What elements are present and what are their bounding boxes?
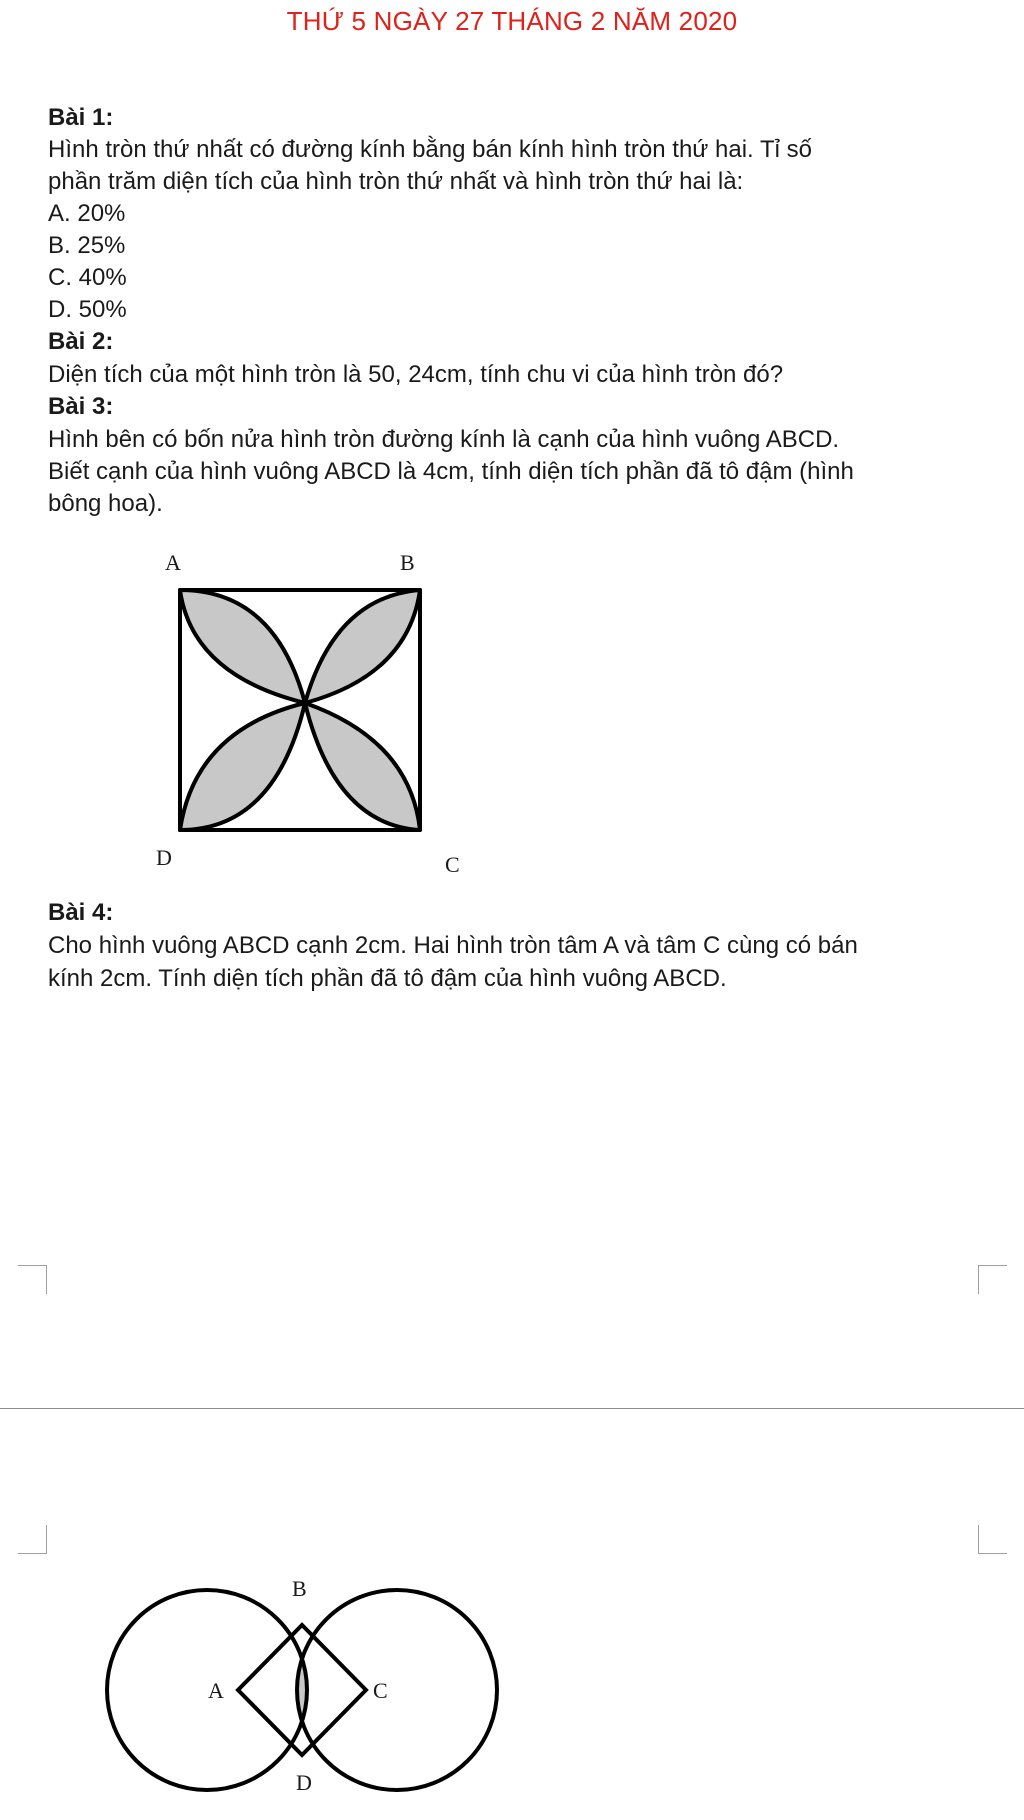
exercise-1-option-c: C. 40% [48,264,127,291]
exercise-2-text: Diện tích của một hình tròn là 50, 24cm, tính chu vi của hình tròn đó? [48,361,784,388]
exercise-3-text-line-3: bông hoa). [48,490,163,517]
exercise-3-heading: Bài 3: [48,393,114,420]
exercise-3-figure [0,545,1024,885]
label-a: A [208,1678,224,1703]
label-a: A [165,550,181,575]
page-corner-mark-top-right [978,1265,1007,1294]
page-corner-mark-bottom-left [18,1525,47,1554]
exercise-1-text-line-2: phần trăm diện tích của hình tròn thứ nhất và hình tròn thứ hai là: [48,168,744,195]
circle-center-c [297,1590,497,1790]
circle-center-a [107,1590,307,1790]
exercise-2-heading: Bài 2: [48,328,114,355]
page-corner-mark-bottom-right [978,1525,1007,1554]
label-d: D [296,1770,312,1795]
page-corner-mark-top-left [18,1265,47,1294]
exercise-1-heading: Bài 1: [48,104,114,131]
label-c: C [373,1678,388,1703]
exercise-4-heading: Bài 4: [48,899,114,926]
label-b: B [400,550,415,575]
page-break-line [0,1408,1024,1409]
exercise-1-option-d: D. 50% [48,296,127,323]
exercise-4-text-line-1: Cho hình vuông ABCD cạnh 2cm. Hai hình tròn tâm A và tâm C cùng có bán [48,932,858,959]
label-b: B [292,1576,307,1601]
exercise-3-text-line-1: Hình bên có bốn nửa hình tròn đường kính là cạnh của hình vuông ABCD. [48,426,840,453]
petal-bottom-right [305,703,420,830]
petal-bottom-left [180,703,305,830]
exercise-1-text-line-1: Hình tròn thứ nhất có đường kính bằng bán kính hình tròn thứ hai. Tỉ số [48,136,812,163]
petal-top-right [305,590,420,703]
exercise-1-option-b: B. 25% [48,232,126,259]
label-c: C [445,852,460,877]
exercise-3-text-line-2: Biết cạnh của hình vuông ABCD là 4cm, tính diện tích phần đã tô đậm (hình [48,458,854,485]
label-d: D [156,845,172,870]
exercise-4-figure [0,1570,1024,1810]
petal-top-left [180,590,305,703]
page-title: THỨ 5 NGÀY 27 THÁNG 2 NĂM 2020 [286,6,738,36]
exercise-4-text-line-2: kính 2cm. Tính diện tích phần đã tô đậm của hình vuông ABCD. [48,965,727,992]
exercise-1-option-a: A. 20% [48,200,126,227]
